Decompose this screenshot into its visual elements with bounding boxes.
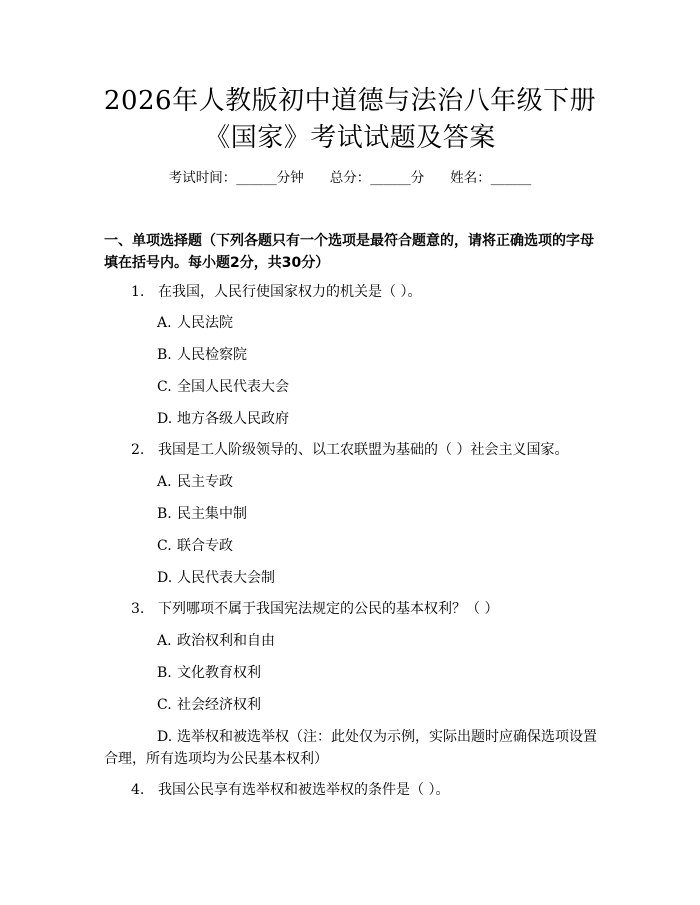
document-title-line-2: 《国家》考试试题及答案 bbox=[204, 123, 496, 153]
question-text: 我国公民享有选举权和被选举权的条件是（ ）。 bbox=[158, 782, 450, 798]
option-text: 人民检察院 bbox=[177, 347, 247, 363]
option-letter: C. bbox=[157, 538, 172, 554]
question-4 bbox=[131, 779, 449, 801]
option-3b bbox=[157, 662, 261, 684]
score-unit: 分 bbox=[410, 170, 425, 186]
question-number: 3. bbox=[131, 601, 145, 617]
question-text: 我国是工人阶级领导的、以工农联盟为基础的（ ）社会主义国家。 bbox=[158, 442, 569, 458]
option-letter: B. bbox=[157, 665, 172, 681]
option-2d bbox=[157, 567, 275, 589]
option-text: 政治权利和自由 bbox=[177, 633, 275, 649]
option-text: 地方各级人民政府 bbox=[177, 411, 289, 427]
question-3 bbox=[131, 598, 498, 620]
question-1 bbox=[131, 281, 421, 303]
option-letter: A. bbox=[157, 633, 172, 649]
option-letter: B. bbox=[157, 347, 172, 363]
time-unit: 分钟 bbox=[276, 170, 304, 186]
option-3a bbox=[157, 630, 275, 652]
option-text: 人民法院 bbox=[177, 315, 233, 331]
option-letter: D. bbox=[157, 411, 173, 427]
option-letter: A. bbox=[157, 315, 172, 331]
name-blank: ______ bbox=[490, 170, 532, 186]
option-1a bbox=[157, 312, 233, 334]
question-number: 2. bbox=[131, 442, 145, 458]
option-1d bbox=[157, 408, 289, 430]
option-3d bbox=[104, 726, 598, 770]
question-text: 下列哪项不属于我国宪法规定的公民的基本权利？（ ） bbox=[158, 601, 499, 617]
option-2a bbox=[157, 471, 233, 493]
question-2 bbox=[131, 439, 568, 461]
time-blank: ______ bbox=[236, 170, 277, 186]
option-letter: D. bbox=[157, 729, 173, 745]
option-2b bbox=[157, 503, 247, 525]
option-letter: C. bbox=[157, 379, 172, 395]
exam-info-line bbox=[0, 168, 700, 188]
option-letter: C. bbox=[157, 697, 172, 713]
question-number: 4. bbox=[131, 782, 145, 798]
option-1b bbox=[157, 344, 247, 366]
option-letter: A. bbox=[157, 474, 172, 490]
option-text: 全国人民代表大会 bbox=[177, 379, 289, 395]
name-label: 姓名： bbox=[450, 170, 491, 186]
score-blank: ______ bbox=[370, 170, 411, 186]
option-1c bbox=[157, 376, 289, 398]
option-text: 民主专政 bbox=[177, 474, 233, 490]
question-number: 1. bbox=[131, 284, 145, 300]
option-2c bbox=[157, 535, 233, 557]
option-letter: B. bbox=[157, 506, 172, 522]
time-label: 考试时间： bbox=[168, 170, 237, 186]
question-text: 在我国，人民行使国家权力的机关是（ ）。 bbox=[158, 284, 422, 300]
option-text: 人民代表大会制 bbox=[177, 570, 275, 586]
option-text: 联合专政 bbox=[177, 538, 233, 554]
option-text: 民主集中制 bbox=[177, 506, 247, 522]
section-heading: 一、单项选择题（下列各题只有一个选项是最符合题意的，请将正确选项的字母填在括号内。每小题2分，共30分） bbox=[104, 233, 594, 271]
option-text: 文化教育权利 bbox=[177, 665, 261, 681]
option-text: 选举权和被选举权（注：此处仅为示例，实际出题时应确保选项设置合理，所有选项均为公民基本权利） bbox=[104, 729, 597, 767]
option-letter: D. bbox=[157, 570, 173, 586]
score-label: 总分： bbox=[329, 170, 371, 186]
document-title-line-1: 2026年人教版初中道德与法治八年级下册 bbox=[103, 86, 597, 116]
option-text: 社会经济权利 bbox=[177, 697, 261, 713]
option-3c bbox=[157, 694, 261, 716]
